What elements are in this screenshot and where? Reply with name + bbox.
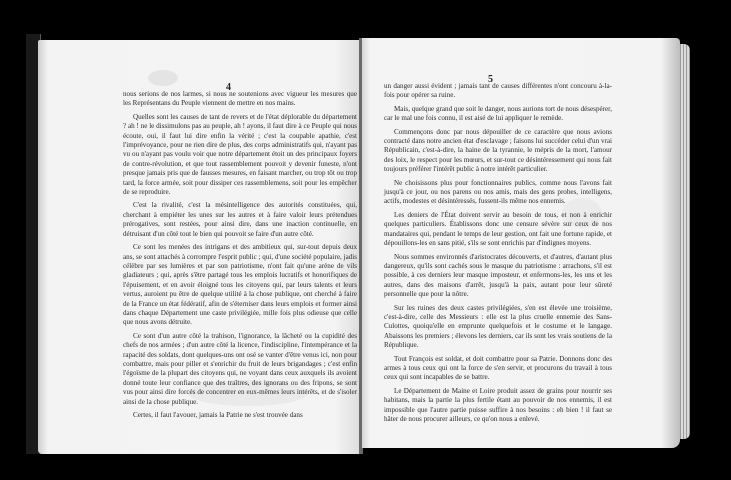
paragraph: Certes, il faut l'avouer, jamais la Patrie ne s'est trouvée dans: [133, 411, 303, 419]
page-number-left: 4: [226, 82, 231, 93]
paragraph: Nous sommes environnés d'aristocrates découverts, et d'autres, d'autant plus dangereux, qu'ils sont cachés sous le masque du patriotisme : arrachons, s'il est possible, à ces derniers leur masque imposteur, et enfermons-les, les uns et les autres, dans des maisons d'arrêt, jusqu'à la paix, autant pour leur sûreté personnelle que pour la nôtre.: [384, 252, 612, 299]
left-page-body: [123, 90, 357, 424]
page-number-right: 5: [488, 74, 493, 85]
book-fore-edge: [680, 44, 690, 439]
paragraph: Quelles sont les causes de tant de revers et de l'état déplorable du département ? ah ! ne le dissimulons pas au peuple, ah ! ayons, il faut dire à ce Peuple qui nous écoute, oui, il faut lui dire enfin la vérité ; c'est la coupable apathie, c'est l'imprévoyance, pour ne rien dire de plus, des corps administratifs qui, n'ayant pas vu ou n'ayant pas voulu voir que notre département étoit un des principaux foyers de contre-révolution, et que tout rassemblement pouvoit y devenir funeste, n'ont presque jamais pris que de fausses mesures, en faisant marcher, ou trop tôt ou trop tard, la force armée, soit pour dissiper ces rassemblemens, soit pour les empêcher de se reproduire.: [123, 112, 357, 197]
open-book: [26, 30, 691, 458]
right-page-body: [384, 82, 612, 428]
paragraph: Le Département de Maine et Loire produit assez de grains pour nourrir ses habitans, mais la partie la plus fertile étant au pouvoir de nos ennemis, il est impossible que l'autre partie puisse suffire à nos besoins : eh bien ! il faut se hâter de nous procurer ailleurs, ce qu'on nous a enlevé.: [384, 386, 612, 423]
paragraph: un danger aussi évident ; jamais tant de causes différentes n'ont concouru à-la-fois pour opérer sa ruine.: [384, 82, 612, 100]
paragraph: Les deniers de l'État doivent servir au besoin de tous, et non à enrichir quelques particuliers. Établissons donc une censure sévère sur ceux de nos mandataires qui, pendant le temps de leur gestion, ont fait une fortune rapide, et dépouillons-les en sans pitié, s'ils se sont enrichis par d'indignes moyens.: [384, 210, 612, 248]
paragraph: Ce sont les menées des intrigans et des ambitieux qui, sur-tout depuis deux ans, se sont attachés à corrompre l'esprit public ; qui, d'une société populaire, jadis célèbre par ses lumières et par son patriotisme, n'ont fait qu'une arène de vils gladiateurs ; qui, après s'être partagé tous les emplois lucratifs et honorifiques de l'épuisement, et en avoir éloigné tous les citoyens qui, par leurs talents et leurs vertus, auroient pu être de quelque utilité à la chose publique, ont cherché à faire de la France un état fédératif, afin de s'éterniser dans leurs emplois et former ainsi dans chaque Département une caste privilégiée, mille fois plus odieuse que celle que nous avons détruite.: [123, 243, 357, 327]
right-page: [362, 38, 680, 448]
left-page: [38, 40, 361, 454]
paragraph: C'est la rivalité, c'est la mésintelligence des autorités constituées, qui, cherchant à empiéter les unes sur les autres et à faire valoir leurs prétendues prérogatives, sont restées, pour ainsi dire, dans une inaction continuelle, en détruisant d'un côté tout le bien qui pouvoit se faire d'un autre côté.: [123, 201, 357, 238]
paragraph: Mais, quelque grand que soit le danger, nous aurions tort de nous désespérer, car le mal une fois connu, il est aisé de lui appliquer le remède.: [384, 104, 612, 123]
paragraph: Sur les ruines des deux castes privilégiées, s'en est élevée une troisième, c'est-à-dire, celle des Messieurs : elle est la plus cruelle ennemie des Sans-Culottes, quoiqu'elle en emprunte quelquefois et le costume et le langage. Abaissons les premiers ; élevons les derniers, car ils sont les vrais soutiens de la République.: [384, 303, 612, 350]
paragraph: Ne choisissons plus pour fonctionnaires publics, comme nous l'avons fait jusqu'à ce jour, ou nos parens ou nos amis, mais des gens probes, intelligens, actifs, modestes et désintéressés, fussent-ils même nos ennemis.: [384, 178, 612, 206]
paragraph: nous serions de nos larmes, si nous ne soutenions avec vigueur les mesures que les Représentans du Peuple viennent de mettre en nos mains.: [123, 90, 357, 108]
paper-stain: [148, 70, 178, 86]
paragraph: Ce sont d'un autre côté la trahison, l'ignorance, la lâcheté ou la cupidité des chefs de nos armées ; d'un autre côté la licence, l'indiscipline, l'intempérance et la rapacité des soldats, dont quelques-uns ont osé se vanter d'être venus ici, non pour combattre, mais pour piller et s'enrichir du fruit de leurs brigandages ; c'est enfin l'égoïsme de la plupart des citoyens qui, ne voyant dans ceux auxquels ils avoient donné toute leur confiance que des traîtres, des ignorans ou des fripons, se sont vus pour ainsi dire forcés de concentrer en eux-mêmes leurs intérêts, et de s'isoler ainsi de la chose publique.: [123, 331, 357, 406]
paragraph: Tout François est soldat, et doit combattre pour sa Patrie. Donnons donc des armes à tous ceux qui ont la force de s'en servir, et procurons du travail à tous ceux qui sont incapables de se battre.: [384, 354, 612, 382]
paragraph: Commençons donc par nous dépouiller de ce caractère que nous avions contracté dans notre ancien état d'esclavage ; faisons lui succéder celui d'un vrai Républicain, c'est-à-dire, la haine de la tyrannie, le mépris de la mort, l'amour des loix, le respect pour les mœurs, et sur-tout ce désintéressement qui nous fait toujours préférer l'intérêt public à notre intérêt particulier.: [384, 127, 612, 174]
